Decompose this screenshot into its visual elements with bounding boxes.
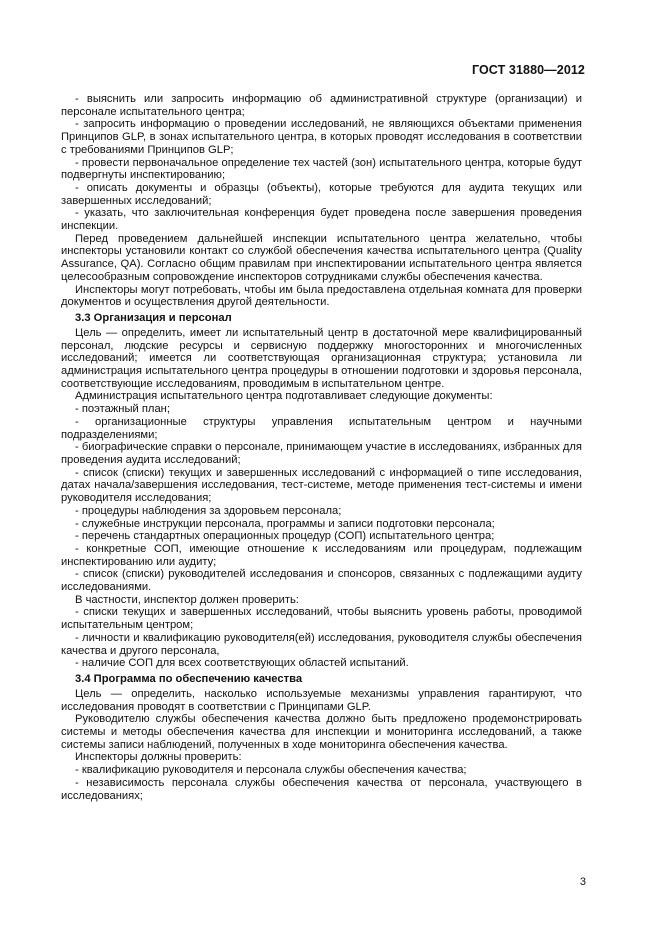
list-item: - организационные структуры управления испытательным центром и научными подразделениями; xyxy=(61,415,582,441)
paragraph: - выяснить или запросить информацию об административной структуре (организации) и персонале испытательного центра; xyxy=(61,93,582,118)
list-item: - квалификацию руководителя и персонала службы обеспечения качества; xyxy=(75,764,467,777)
list-item: - независимость персонала службы обеспечения качества от персонала, участвующего в исследованиях; xyxy=(61,776,582,802)
paragraph: Цель — определить, насколько используемые механизмы управления гарантируют, что исследования проводят в соответствии с Принципами GLP. xyxy=(61,687,582,713)
list-item: - биографические справки о персонале, принимающем участие в исследованиях, избранных для проведения аудита исследований; xyxy=(61,441,582,466)
list-item: - конкретные СОП, имеющие отношение к исследованиям или процедурам, подлежащим инспектированию или аудиту; xyxy=(61,542,582,568)
paragraph: Цель — определить, имеет ли испытательный центр в достаточной мере квалифицированный персонал, людские ресурсы и сервисную поддержку многосторонних и многочисленных исследований; имеется ли соответствующая организационная структура; установила ли администрация испытательного центра процедуры в отношении подготовки и здоровья персонала, соответствующие исследованиям, проводимым в испытательном центре. xyxy=(61,326,582,390)
paragraph: Инспекторы могут потребовать, чтобы им была предоставлена отдельная комната для проверки документов и осуществления другой деятельности. xyxy=(61,283,582,309)
document-code: ГОСТ 31880—2012 xyxy=(471,63,585,77)
paragraph: В частности, инспектор должен проверить: xyxy=(75,593,299,606)
paragraph: Администрация испытательного центра подготавливает следующие документы: xyxy=(75,390,493,403)
paragraph: - провести первоначальное определение тех частей (зон) испытательного центра, которые будут подвергнуты инспектированию; xyxy=(61,156,582,182)
list-item: - наличие СОП для всех соответствующих областей испытаний. xyxy=(75,657,409,670)
list-item: - список (списки) руководителей исследования и спонсоров, связанных с подлежащими аудиту исследованиями. xyxy=(61,568,582,594)
paragraph: - указать, что заключительная конференция будет проведена после завершения проведения инспекции. xyxy=(61,207,582,233)
list-item: - личности и квалификацию руководителя(ей) исследования, руководителя службы обеспечения качества и другого персонала, xyxy=(61,631,582,657)
paragraph: Инспекторы должны проверить: xyxy=(75,751,242,764)
list-item: - список (списки) текущих и завершенных исследований с информацией о типе исследования, датах начала/завершения исследования, тест-системе, методе применения тест-системы и имени руководителя исследования; xyxy=(61,466,582,505)
paragraph: - запросить информацию о проведении исследований, не являющихся объектами применения Принципов GLP, в зонах испытательного центра, в которых проводят исследования в соответствии с требованиями Принципов GLP; xyxy=(61,118,582,156)
paragraph: - описать документы и образцы (объекты), которые требуются для аудита текущих или завершенных исследований; xyxy=(61,181,582,207)
document-body xyxy=(61,93,582,802)
list-item: - служебные инструкции персонала, программы и записи подготовки персонала; xyxy=(75,517,495,530)
list-item: - процедуры наблюдения за здоровьем персонала; xyxy=(75,504,342,517)
section-heading-3-4: 3.4 Программа по обеспечению качества xyxy=(75,672,303,685)
paragraph: Перед проведением дальнейшей инспекции испытательного центра желательно, чтобы инспекторы установили контакт со службой обеспечения качества испытательного центра (Quality Assurance, QA). Согласно общим правилам при инспектировании испытательного центра является целесообразным сопровождение инспекторов сотрудниками службы обеспечения качества. xyxy=(61,232,582,283)
list-item: - поэтажный план; xyxy=(75,403,170,416)
paragraph: Руководителю службы обеспечения качества должно быть предложено продемонстрировать системы и методы обеспечения качества для инспекции и мониторинга исследований, а также системы записи наблюдений, полученных в ходе мониторинга обеспечения качества. xyxy=(61,713,582,751)
section-heading-3-3: 3.3 Организация и персонал xyxy=(75,311,232,324)
list-item: - списки текущих и завершенных исследований, чтобы выяснить уровень работы, проводимой испытательным центром; xyxy=(61,606,582,632)
page-number: 3 xyxy=(579,876,586,888)
list-item: - перечень стандартных операционных процедур (СОП) испытательного центра; xyxy=(75,530,495,543)
